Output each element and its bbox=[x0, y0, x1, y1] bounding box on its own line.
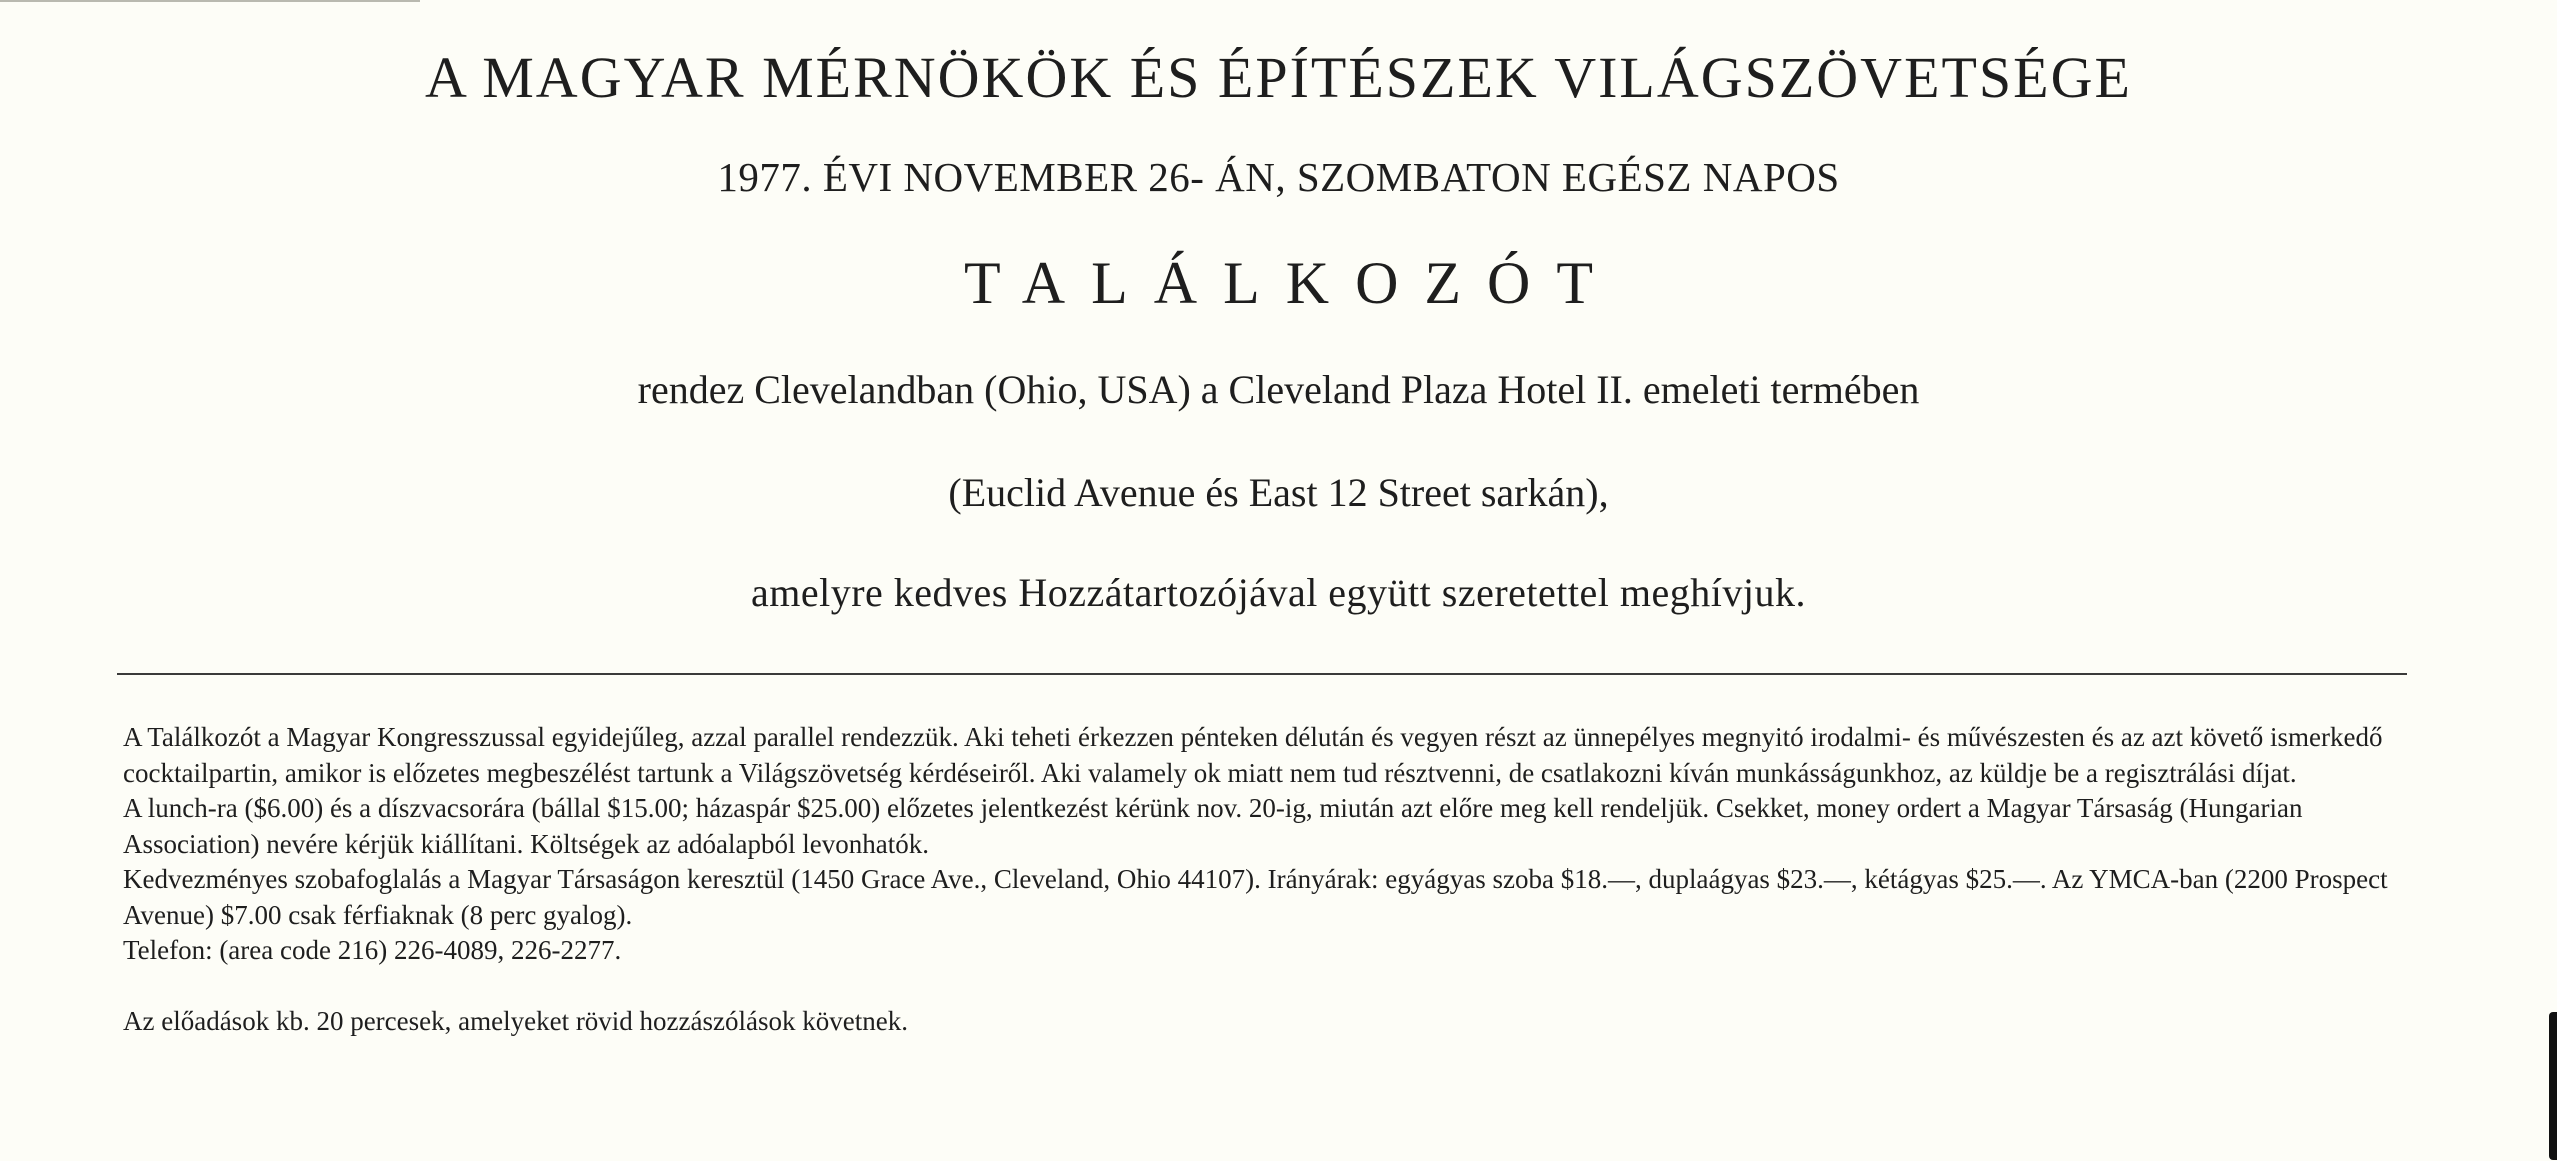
scan-edge-mark bbox=[2549, 1012, 2557, 1160]
details-paragraph-phone: Telefon: (area code 216) 226-4089, 226-2277. bbox=[123, 935, 622, 965]
details-paragraph-dinner: A lunch-ra ($6.00) és a díszvacsorára (bállal $15.00; házaspár $25.00) előzetes jelentkezést kérünk nov. 20-ig, miután azt előre meg kell rendeljük. Csekket, money ordert a Magyar Társaság (Hungarian Association) nevére kérjük kiállítani. Költségek az adóalapból levonhatók. bbox=[123, 793, 2303, 859]
address-line: (Euclid Avenue és East 12 Street sarkán), bbox=[948, 470, 1609, 515]
scan-edge-line bbox=[0, 0, 420, 2]
lecture-note: Az előadások kb. 20 percesek, amelyeket rövid hozzászólások követnek. bbox=[123, 1005, 908, 1036]
event-date: 1977. ÉVI NOVEMBER 26- ÁN, SZOMBATON EGÉSZ NAPOS bbox=[717, 154, 1840, 200]
details-paragraph-lodging: Kedvezményes szobafoglalás a Magyar Társaságon keresztül (1450 Grace Ave., Cleveland, Ohio 44107). Irányárak: egyágyas szoba $18.—, duplaágyas $23.—, kétágyas $25.—. Az YMCA-ban (2200 Prospect Avenue) $7.00 csak férfiaknak (8 perc gyalog). bbox=[123, 864, 2388, 930]
organization-title: A MAGYAR MÉRNÖKÖK ÉS ÉPÍTÉSZEK VILÁGSZÖVETSÉGE bbox=[425, 45, 2132, 110]
venue-line: rendez Clevelandban (Ohio, USA) a Cleveland Plaza Hotel II. emeleti termében bbox=[637, 367, 1920, 412]
details-section bbox=[123, 720, 2413, 1039]
invitation-line: amelyre kedves Hozzátartozójával együtt szeretettel meghívjuk. bbox=[750, 570, 1806, 615]
section-divider bbox=[117, 673, 2407, 675]
event-name: TALÁLKOZÓT bbox=[963, 250, 1620, 316]
details-paragraph-congress: A Találkozót a Magyar Kongresszussal egyidejűleg, azzal parallel rendezzük. Aki teheti érkezzen pénteken délután és vegyen részt az ünnepélyes megnyitó irodalmi- és művészesten és az azt követő ismerkedő cocktailpartin, amikor is előzetes megbeszélést tartunk a Világszövetség kérdéseiről. Aki valamely ok miatt nem tud résztvenni, de csatlakozni kíván munkásságunkhoz, az küldje be a regisztrálási díjat. bbox=[123, 722, 2383, 788]
